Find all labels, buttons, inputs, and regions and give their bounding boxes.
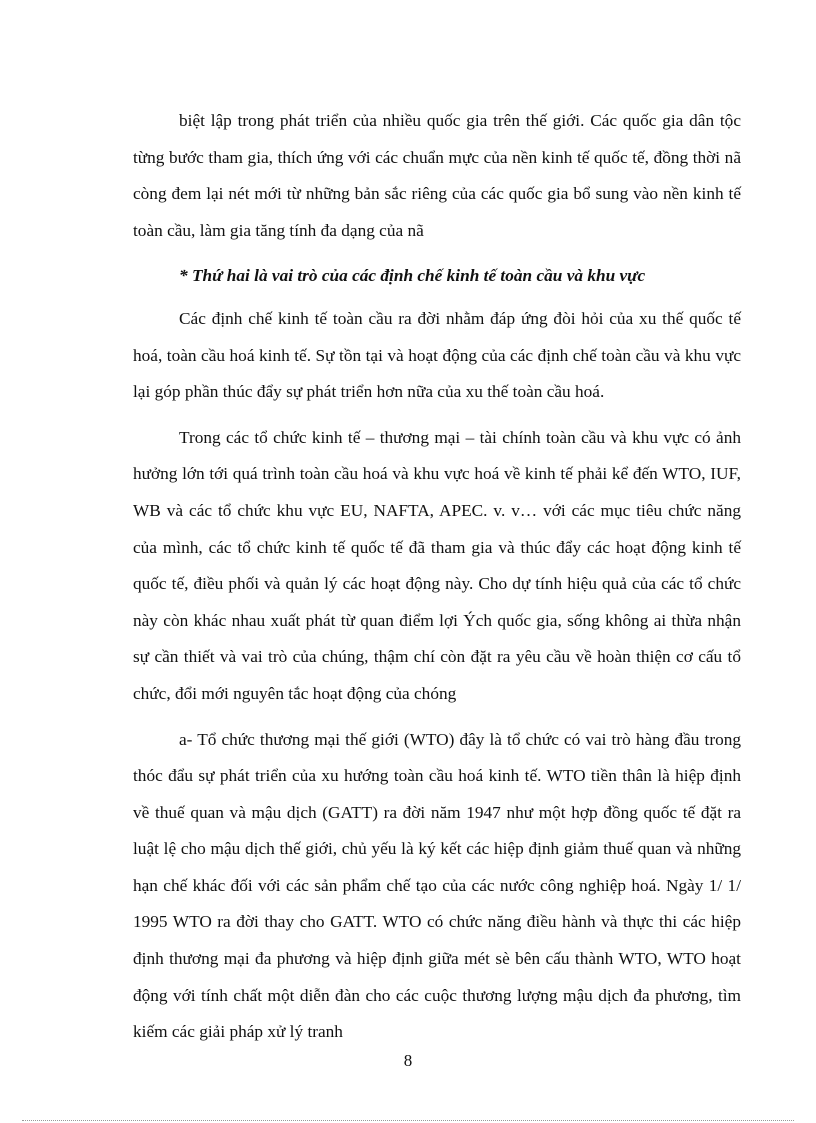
paragraph-continuation: biệt lập trong phát triển của nhiều quốc gia trên thế giới. Các quốc gia dân tộc từng bước tham gia, thích ứng với các chuẩn mực của nền kinh tế quốc tế, đồng thời nã còng đem lại nét mới từ những bản sắc riêng của các quốc gia bổ sung vào nền kinh tế toàn cầu, làm gia tăng tính đa dạng của nã xyxy=(133,111,741,240)
footer-divider xyxy=(22,1120,794,1121)
page-number: 8 xyxy=(403,1051,413,1070)
page-body xyxy=(133,103,741,1060)
paragraph-organizations: Trong các tổ chức kinh tế – thương mại – tài chính toàn cầu và khu vực có ảnh hưởng lớn tới quá trình toàn cầu hoá và khu vực hoá về kinh tế phải kể đến WTO, IUF, WB và các tổ chức khu vực EU, NAFTA, APEC. v. v… với các mục tiêu chức năng của mình, các tổ chức kinh tế quốc tế đã tham gia và thúc đẩy các hoạt động kinh tế quốc tế, điều phối và quản lý các hoạt động này. Cho dự tính hiệu quả của các tổ chức này còn khác nhau xuất phát từ quan điểm lợi Ých quốc gia, sống không ai thừa nhận sự cần thiết và vai trò của chúng, thậm chí còn đặt ra yêu cầu về hoàn thiện cơ cấu tổ chức, đổi mới nguyên tắc hoạt động của chóng xyxy=(133,427,741,703)
section-heading: * Thứ hai là vai trò của các định chế kinh tế toàn cầu và khu vực xyxy=(179,266,646,286)
paragraph-wto: a- Tổ chức thương mại thế giới (WTO) đây là tổ chức có vai trò hàng đầu trong thóc đẩu sự phát triển của xu hướng toàn cầu hoá kinh tế. WTO tiền thân là hiệp định về thuế quan và mậu dịch (GATT) ra đời năm 1947 như một hợp đồng quốc tế đặt ra luật lệ cho mậu dịch thế giới, chủ yếu là ký kết các hiệp định giảm thuế quan và những hạn chế khác đối với các sản phẩm chế tạo của các nước công nghiệp hoá. Ngày 1/ 1/ 1995 WTO ra đời thay cho GATT. WTO có chức năng điều hành và thực thi các hiệp định thương mại đa phương và hiệp định giữa mét sè bên cấu thành WTO, WTO hoạt động với tính chất một diễn đàn cho các cuộc thương lượng mậu dịch đa phương, tìm kiếm các giải pháp xử lý tranh xyxy=(133,729,741,1042)
paragraph-institutions-intro: Các định chế kinh tế toàn cầu ra đời nhằm đáp ứng đòi hỏi của xu thế quốc tế hoá, toàn cầu hoá kinh tế. Sự tồn tại và hoạt động của các định chế toàn cầu và khu vực lại góp phần thúc đẩy sự phát triển hơn nữa của xu thế toàn cầu hoá. xyxy=(133,308,741,402)
